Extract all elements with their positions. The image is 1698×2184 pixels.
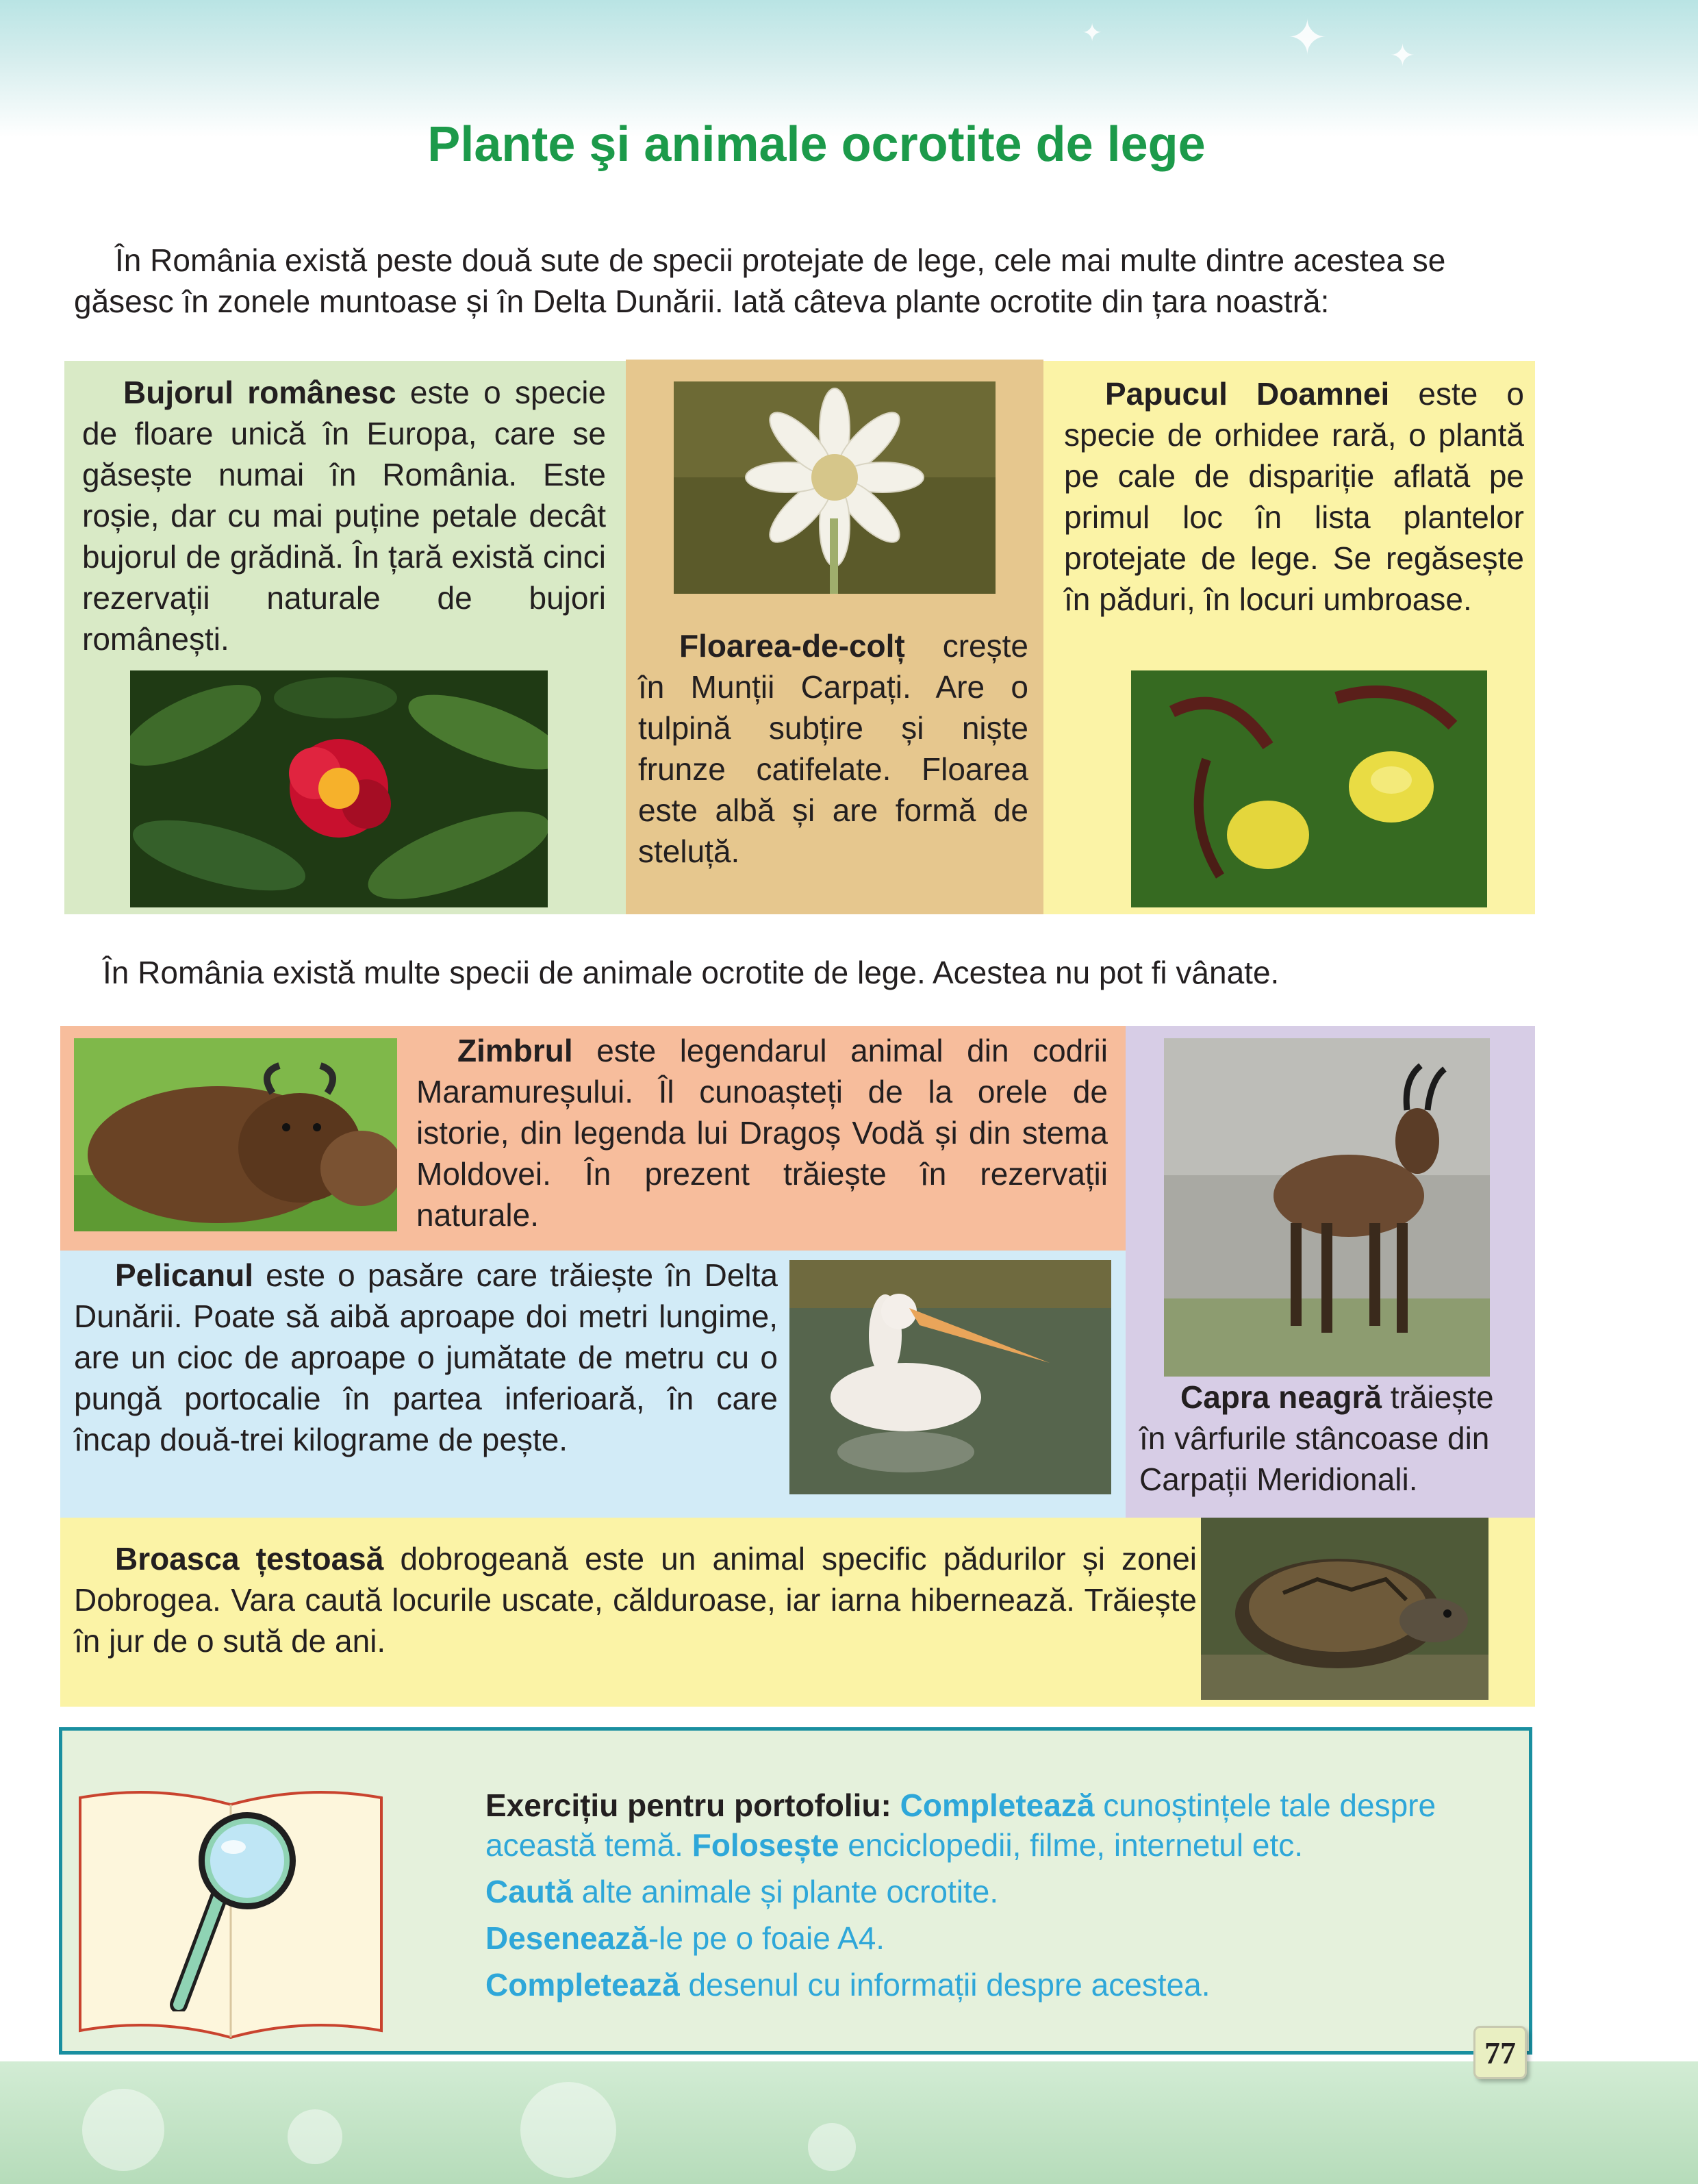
intro-line-2: găsesc în zonele muntoase și în Delta Dunării. Iată câteva plante ocrotite din țara noastră: — [74, 284, 1330, 319]
papucul-box — [1043, 361, 1535, 914]
page-number: 77 — [1473, 2026, 1527, 2079]
broasca-name: Broasca țestoasă — [115, 1541, 384, 1577]
intro-line-1: În România există peste două sute de specii protejate de lege, cele mai multe dintre acestea se — [115, 242, 1446, 278]
animals-intro: În România există multe specii de animale ocrotite de lege. Acestea nu pot fi vânate. — [103, 955, 1280, 990]
zimbrul-description: este legendarul animal din codrii Maramureșului. Îl cunoașteți de la orele de istorie, din legenda lui Dragoș Vodă și din stema Moldovei. În prezent trăiește în rezervații naturale. — [416, 1033, 1108, 1233]
portfolio-line-2 — [485, 1825, 1303, 1865]
portfolio-line-4-rest: -le pe o foaie A4. — [648, 1920, 885, 1956]
zimbrul-name: Zimbrul — [457, 1033, 573, 1068]
bujor-name: Bujorul românesc — [123, 375, 396, 410]
portfolio-line-2-start: această temă. — [485, 1827, 692, 1863]
pelicanul-text — [74, 1255, 778, 1460]
floare-de-colt-photo — [674, 381, 996, 594]
floare-de-colt-name: Floarea-de-colț — [679, 628, 905, 664]
pelicanul-box — [60, 1251, 1126, 1518]
zimbrul-box — [60, 1026, 1126, 1251]
portfolio-line-2-rest: enciclopedii, filme, internetul etc. — [839, 1827, 1304, 1863]
capra-name: Capra neagră — [1180, 1379, 1382, 1415]
papucul-text — [1064, 373, 1524, 620]
portfolio-verb-foloseste: Folosește — [692, 1827, 839, 1863]
portfolio-label: Exercițiu pentru portofoliu: — [485, 1787, 891, 1823]
bujor-photo — [130, 670, 548, 907]
broasca-text — [74, 1538, 1197, 1661]
broasca-description: dobrogeană este un animal specific pădurilor și zonei Dobrogea. Vara caută locurile uscate, călduroase, iar iarna hibernează. Trăiește în jur de o sută de ani. — [74, 1541, 1198, 1659]
zimbrul-text — [416, 1030, 1108, 1235]
portfolio-verb-cauta: Caută — [485, 1874, 573, 1909]
capra-photo — [1164, 1038, 1490, 1377]
pelicanul-name: Pelicanul — [115, 1257, 253, 1293]
portfolio-line-3 — [485, 1872, 998, 1911]
floare-de-colt-text — [638, 625, 1028, 872]
papucul-description: este o specie de orhidee rară, o plantă pe cale de dispariție aflată pe primul loc în lista plantelor protejate de lege. Se regăsește în păduri, în locuri umbroase. — [1064, 376, 1524, 617]
papucul-photo — [1131, 670, 1487, 907]
broasca-photo — [1201, 1518, 1488, 1700]
zimbrul-photo — [74, 1038, 397, 1231]
portfolio-verb-deseneaza: Desenează — [485, 1920, 648, 1956]
bottom-decorative-band — [0, 2061, 1698, 2184]
portfolio-line-5-rest: desenul cu informații despre acestea. — [679, 1967, 1211, 2003]
portfolio-line-1 — [485, 1785, 1436, 1825]
pelicanul-description: este o pasăre care trăiește în Delta Dunării. Poate să aibă aproape doi metri lungime, are un cioc de aproape o jumătate de metru cu o pungă portocalie în partea inferioară, în care încap două-trei kilograme de pește. — [74, 1257, 778, 1457]
portfolio-exercise-box — [59, 1727, 1532, 2055]
portfolio-line-4 — [485, 1918, 885, 1958]
portfolio-verb-completeaza-2: Completează — [485, 1967, 680, 2003]
broasca-box — [60, 1518, 1535, 1707]
sparkle-icon: ✦ — [1082, 18, 1103, 47]
portfolio-line-3-rest: alte animale și plante ocrotite. — [572, 1874, 999, 1909]
floare-de-colt-box — [626, 360, 1043, 914]
capra-box — [1126, 1026, 1535, 1518]
capra-description: trăiește în vârfurile stâncoase din Carpații Meridionali. — [1139, 1379, 1494, 1497]
portfolio-line-5 — [485, 1965, 1211, 2005]
sparkle-icon: ✦ — [1287, 11, 1328, 64]
portfolio-verb-completeaza: Completează — [900, 1787, 1095, 1823]
floare-de-colt-description: crește în Munții Carpați. Are o tulpină subțire și niște frunze catifelate. Floarea este albă și are formă de steluță. — [638, 628, 1028, 869]
page-title: Plante şi animale ocrotite de lege — [427, 117, 1206, 172]
bujor-text — [82, 372, 606, 660]
papucul-name: Papucul Doamnei — [1105, 376, 1390, 412]
sparkle-icon: ✦ — [1390, 39, 1415, 73]
bujor-description: este o specie de floare unică în Europa, care se găsește numai în România. Este roșie, dar cu mai puține petale decât bujorul de grădină. În țară există cinci rezervații naturale de bujori românești. — [82, 375, 606, 657]
pelicanul-photo — [789, 1260, 1111, 1494]
magnifier-icon — [165, 1806, 309, 2011]
capra-text — [1139, 1377, 1523, 1500]
portfolio-line-1-rest: cunoștințele tale despre — [1094, 1787, 1436, 1823]
bujor-box — [64, 361, 626, 914]
